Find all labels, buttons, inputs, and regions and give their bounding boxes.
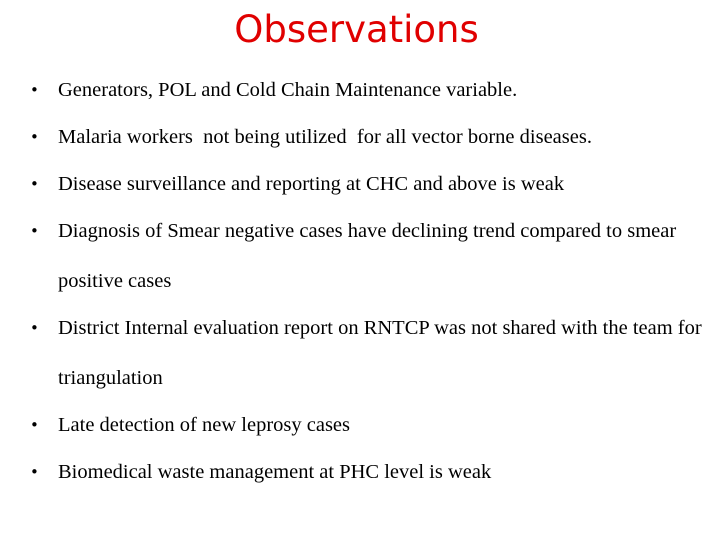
bullet-list bbox=[30, 65, 706, 494]
bullet-icon: • bbox=[30, 175, 39, 193]
bullet-item bbox=[30, 400, 706, 450]
bullet-item bbox=[30, 65, 706, 115]
bullet-icon: • bbox=[30, 222, 39, 240]
bullet-icon: • bbox=[30, 319, 39, 337]
bullet-icon: • bbox=[30, 81, 39, 99]
bullet-text: Generators, POL and Cold Chain Maintenance variable. bbox=[58, 79, 518, 101]
bullet-icon: • bbox=[30, 463, 39, 481]
bullet-text: Biomedical waste management at PHC level is weak bbox=[58, 461, 492, 483]
bullet-text: District Internal evaluation report on RNTCP was not shared with the team for triangulation bbox=[58, 317, 702, 389]
bullet-text: Disease surveillance and reporting at CHC and above is weak bbox=[58, 173, 565, 195]
slide-title: Observations bbox=[234, 8, 479, 51]
bullet-text: Late detection of new leprosy cases bbox=[58, 414, 351, 436]
bullet-item bbox=[30, 303, 706, 403]
bullet-text: Diagnosis of Smear negative cases have declining trend compared to smear positive cases bbox=[58, 220, 677, 292]
bullet-item bbox=[30, 112, 706, 162]
bullet-item bbox=[30, 447, 706, 497]
bullet-icon: • bbox=[30, 128, 39, 146]
bullet-icon: • bbox=[30, 416, 39, 434]
bullet-item bbox=[30, 159, 706, 209]
bullet-item bbox=[30, 206, 706, 306]
bullet-text: Malaria workers not being utilized for all vector borne diseases. bbox=[58, 126, 592, 148]
